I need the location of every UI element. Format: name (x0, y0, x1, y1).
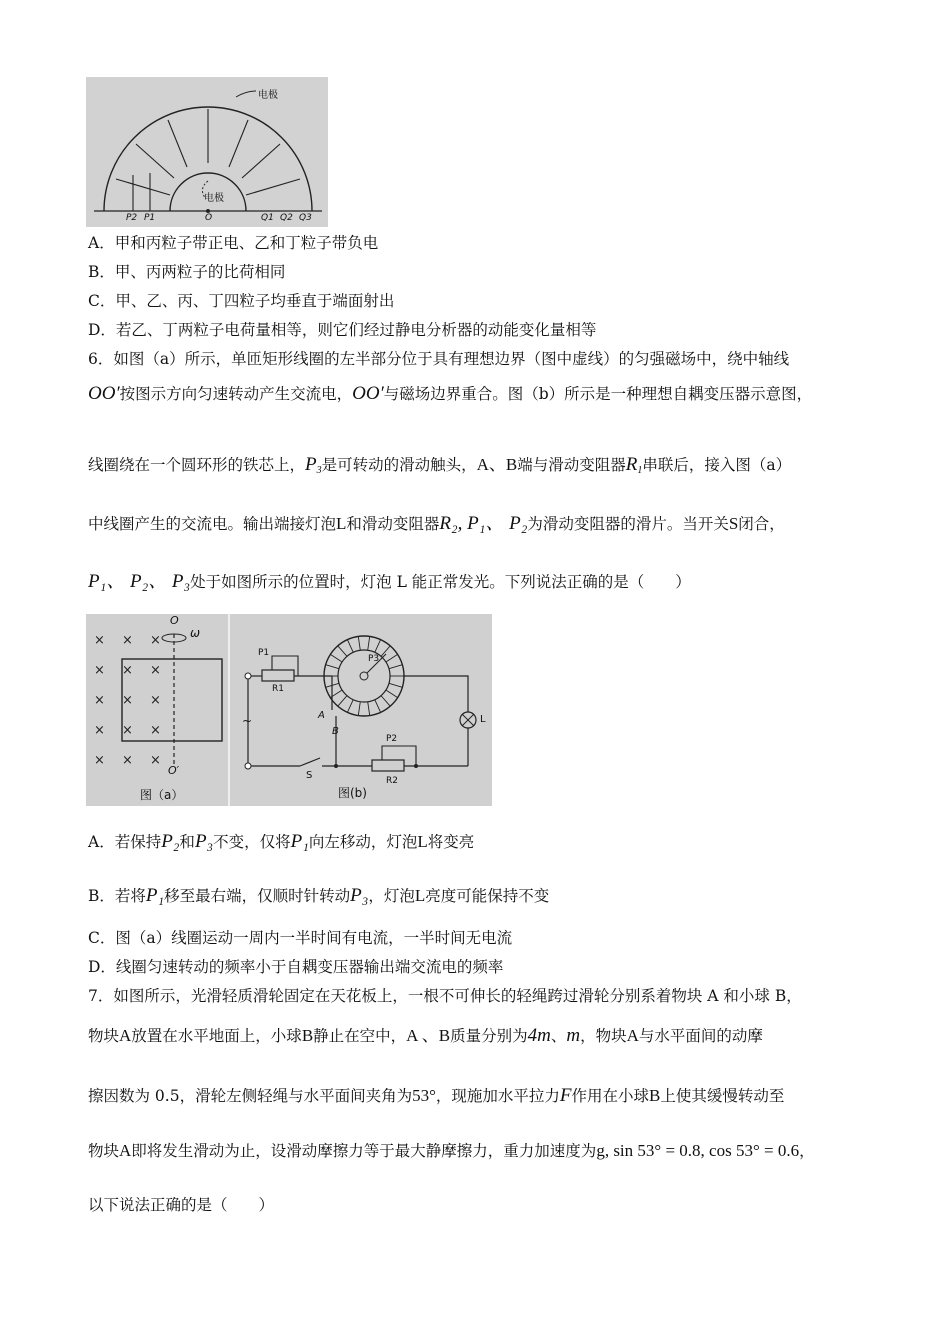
q5-option-a: A．甲和丙粒子带正电、乙和丁粒子带负电 (88, 234, 379, 252)
svg-text:×: × (122, 693, 133, 708)
point-label-q3: Q3 (299, 213, 312, 223)
symbol-oo-prime: OO′ (88, 383, 120, 404)
svg-text:×: × (150, 753, 161, 768)
symbol-r2-p1-p2: R₂, P₁、 P₂ (439, 513, 528, 534)
q7-stem-line-2: 物块A放置在水平地面上，小球B静止在空中，A 、B质量分别为4m、m，物块A与水平面间的动摩 (88, 1025, 763, 1046)
svg-text:×: × (122, 663, 133, 678)
point-label-o: O (205, 213, 213, 223)
label-terminal-b: B (332, 726, 339, 737)
q5-option-b: B．甲、丙两粒子的比荷相同 (88, 263, 286, 281)
svg-text:×: × (150, 663, 161, 678)
q6-stem-line-1: 6．如图（a）所示，单匝矩形线圈的左半部分位于具有理想边界（图中虚线）的匀强磁场中，绕中轴线 (88, 350, 790, 368)
svg-text:×: × (94, 723, 105, 738)
figure-electrostatic-analyzer (86, 77, 328, 227)
label-electrode-outer: 电极 (258, 90, 278, 101)
label-axis-o-prime: O′ (168, 764, 180, 777)
q5-option-c: C．甲、乙、丙、丁四粒子均垂直于端面射出 (88, 292, 395, 310)
q7-stem-line-5: 以下说法正确的是（ ） (88, 1196, 275, 1214)
svg-text:×: × (94, 693, 105, 708)
q6-option-a: A．若保持P₂和P₃不变，仅将P₁向左移动，灯泡L将变亮 (88, 831, 475, 852)
point-label-q1: Q1 (261, 213, 274, 223)
q7-stem-line-3: 擦因数为 0.5，滑轮左侧轻绳与水平面间夹角为53°，现施加水平拉力F作用在小球B上使其缓慢转动至 (88, 1085, 785, 1106)
caption-figure-a: 图（a） (140, 788, 184, 802)
svg-text:×: × (122, 753, 133, 768)
q6-option-b: B．若将P₁移至最右端，仅顺时针转动P₃，灯泡L亮度可能保持不变 (88, 885, 550, 906)
q6-stem-line-5: P₁、 P₂、 P₃处于如图所示的位置时，灯泡 L 能正常发光。下列说法正确的是（ ） (88, 571, 691, 592)
angle-53: 53° (412, 1086, 436, 1105)
q6-stem-line-3: 线圈绕在一个圆环形的铁芯上，$P_3$是可转动的滑动触头，A、B端与滑动变阻器$R_1$串联后，接入图（a） (88, 454, 792, 476)
svg-text:×: × (94, 663, 105, 678)
svg-text:×: × (122, 633, 133, 648)
svg-text:×: × (122, 723, 133, 738)
q5-option-d: D．若乙、丁两粒子电荷量相等，则它们经过静电分析器的动能变化量相等 (88, 321, 597, 339)
q6-option-c: C．图（a）线圈运动一周内一半时间有电流，一半时间无电流 (88, 929, 513, 947)
svg-text:×: × (150, 693, 161, 708)
symbol-oo-prime-2: OO′ (352, 383, 384, 404)
point-label-p2: P2 (126, 213, 138, 223)
svg-text:×: × (94, 633, 105, 648)
q6-option-d: D．线圈匀速转动的频率小于自耦变压器输出端交流电的频率 (88, 958, 504, 976)
symbol-p1-p2-p3: P₁、 P₂、 P₃ (88, 571, 191, 592)
label-electrode-inner: 电极 (204, 193, 224, 204)
label-omega: ω (190, 626, 201, 640)
label-r2: R2 (386, 776, 398, 786)
label-ac-source: ~ (242, 714, 253, 728)
point-label-p1: P1 (144, 213, 156, 223)
q6-stem-line-4: 中线圈产生的交流电。输出端接灯泡L和滑动变阻器R₂, P₁、 P₂为滑动变阻器的滑片。当开关S闭合， (88, 513, 785, 534)
q6-stem-line-2: OO′按图示方向匀速转动产生交流电，OO′与磁场边界重合。图（b）所示是一种理想自耦变压器示意图， (88, 383, 813, 404)
label-p1: P1 (258, 648, 270, 658)
svg-text:×: × (150, 633, 161, 648)
q7-stem-line-1: 7．如图所示，光滑轻质滑轮固定在天花板上，一根不可伸长的轻绳跨过滑轮分别系着物块 A 和小球 B， (88, 987, 802, 1005)
q7-stem-line-4: 物块A即将发生滑动为止，设滑动摩擦力等于最大静摩擦力，重力加速度为g, sin 53° = 0.8, cos 53° = 0.6， (88, 1141, 815, 1160)
point-label-q2: Q2 (280, 213, 293, 223)
trig-formula: g, sin 53° = 0.8, cos 53° = 0.6 (596, 1141, 800, 1160)
caption-figure-b: 图(b) (338, 786, 367, 800)
label-r1: R1 (272, 684, 284, 694)
svg-text:×: × (94, 753, 105, 768)
symbol-p3: $P_3$ (305, 454, 322, 476)
figure-coil-and-autotransformer (86, 614, 492, 806)
label-lamp-l: L (480, 714, 486, 725)
symbol-r1: $R_1$ (625, 454, 643, 476)
label-p3: P3 (368, 654, 380, 664)
label-switch-s: S (306, 770, 313, 781)
label-terminal-a: A (318, 710, 325, 721)
label-p2: P2 (386, 734, 398, 744)
label-axis-o: O (170, 614, 179, 627)
svg-text:×: × (150, 723, 161, 738)
